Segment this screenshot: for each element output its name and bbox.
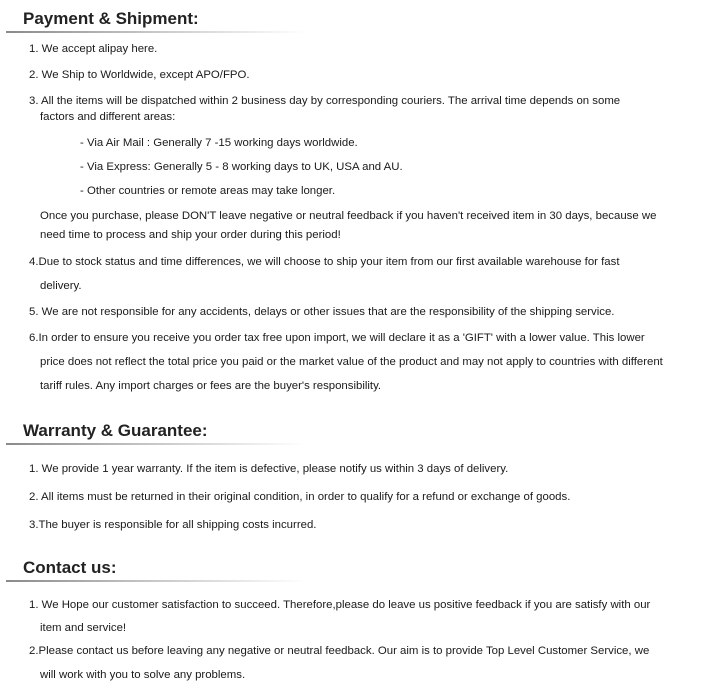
payment-item-4-line-2: delivery. [40, 280, 82, 292]
payment-note-line-1: Once you purchase, please DON'T leave negative or neutral feedback if you haven't received item in 30 days, because we [40, 210, 657, 222]
contact-section-title: Contact us: [23, 558, 117, 577]
payment-divider [6, 31, 306, 33]
contact-divider [6, 580, 306, 582]
payment-sub-air-mail: - Via Air Mail : Generally 7 -15 working days worldwide. [80, 137, 358, 149]
payment-item-1: 1. We accept alipay here. [29, 43, 158, 55]
payment-item-5: 5. We are not responsible for any accidents, delays or other issues that are the responsibility of the shipping service. [29, 306, 615, 318]
payment-item-6-line-1: 6.In order to ensure you receive you order tax free upon import, we will declare it as a 'GIFT' with a lower value. This lower [29, 332, 645, 344]
warranty-item-2: 2. All items must be returned in their original condition, in order to qualify for a refund or exchange of goods. [29, 491, 571, 503]
contact-item-2-line-1: 2.Please contact us before leaving any negative or neutral feedback. Our aim is to provide Top Level Customer Service, we [29, 645, 650, 657]
warranty-item-1: 1. We provide 1 year warranty. If the item is defective, please notify us within 3 days of delivery. [29, 463, 509, 475]
warranty-item-3: 3.The buyer is responsible for all shipping costs incurred. [29, 519, 317, 531]
warranty-section-title: Warranty & Guarantee: [23, 421, 208, 440]
contact-item-1-line-1: 1. We Hope our customer satisfaction to succeed. Therefore,please do leave us positive feedback if you are satisfy with our [29, 599, 651, 611]
payment-section-title: Payment & Shipment: [23, 9, 199, 28]
payment-item-2: 2. We Ship to Worldwide, except APO/FPO. [29, 69, 250, 81]
payment-item-4-line-1: 4.Due to stock status and time differences, we will choose to ship your item from our first available warehouse for fast [29, 256, 620, 268]
payment-item-3-line-1: 3. All the items will be dispatched within 2 business day by corresponding couriers. The arrival time depends on some [29, 95, 621, 107]
payment-note-line-2: need time to process and ship your order during this period! [40, 229, 341, 241]
payment-item-6-line-2: price does not reflect the total price you paid or the market value of the product and may not apply to countries with different [40, 356, 663, 368]
contact-item-2-line-2: will work with you to solve any problems. [40, 669, 246, 681]
payment-item-3-line-2: factors and different areas: [40, 111, 176, 123]
payment-sub-other: - Other countries or remote areas may take longer. [80, 185, 336, 197]
payment-sub-express: - Via Express: Generally 5 - 8 working days to UK, USA and AU. [80, 161, 403, 173]
warranty-divider [6, 443, 306, 445]
contact-item-1-line-2: item and service! [40, 622, 127, 634]
payment-item-6-line-3: tariff rules. Any import charges or fees are the buyer's responsibility. [40, 380, 382, 392]
